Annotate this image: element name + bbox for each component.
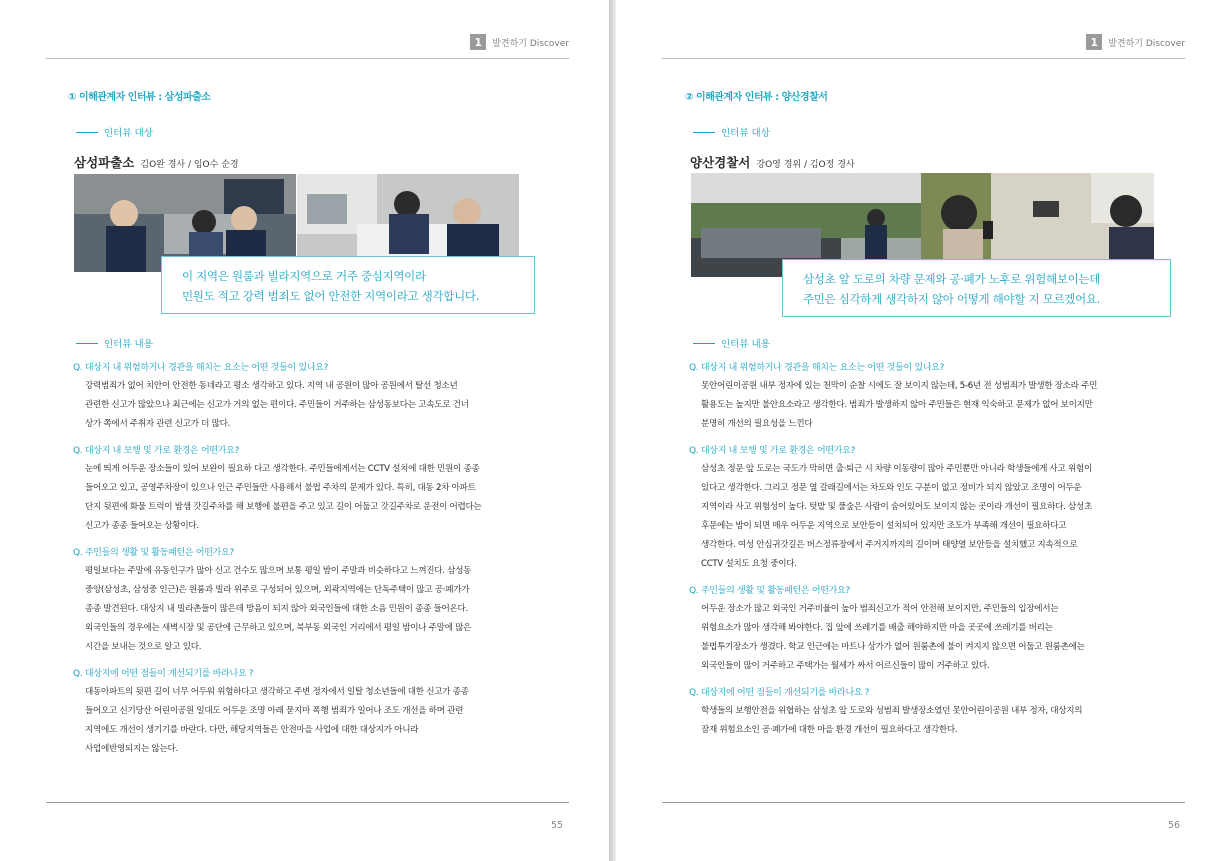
answer-line: 잠재 위험요소인 공·폐가에 대한 마을 환경 개선이 필요하다고 생각한다. [701,725,958,735]
target-subheading [76,125,153,139]
question: Q. 대상지에 어떤 점들이 개선되기를 바라나요 ? [73,669,254,679]
page-left [0,0,609,861]
answer [85,460,568,536]
footer-divider [46,802,569,803]
answer-line: 생각한다. 여성 안심귀갓길은 버스정류장에서 주거지까지의 길이며 태양열 보안등을 설치했고 지속적으로 [701,540,1078,550]
chapter-number: 1 [1086,34,1102,50]
qa-item [73,360,568,434]
answer [85,683,568,759]
answer-line: 외국인들이 많이 거주하고 주택가는 월세가 싸서 어르신들이 많이 거주하고 있다. [701,661,990,671]
content-label: 인터뷰 내용 [721,339,770,350]
target-label: 인터뷰 대상 [104,128,153,139]
question: Q. 대상지 내 보행 및 가로 환경은 어떤가요? [689,446,856,456]
org-name: 양산경찰서 [690,155,751,170]
target-label: 인터뷰 대상 [721,128,770,139]
chapter-number: 1 [470,34,486,50]
question: Q. 대상지에 어떤 점들이 개선되기를 바라나요 ? [689,688,870,698]
org-name: 삼성파출소 [74,155,135,170]
answer-line: 지역에도 개선이 생기기를 바란다. 다만, 해당지역들은 안전마을 사업에 대한 대상지가 아니라 [85,725,419,735]
answer-line: 외국인들의 경우에는 새벽시장 및 공단에 근무하고 있으며, 북부동 외국인 거리에서 평일 밤이나 주말에 많은 [85,623,472,633]
answer-line: 평일보다는 주말에 유동인구가 많아 신고 건수도 많으며 보통 평일 밤이 주말과 비슷하다고 느껴진다. 삼성동 [85,566,472,576]
dash-icon [76,343,98,344]
question: Q. 대상지 내 위험하거나 경관을 해치는 요소는 어떤 것들이 있나요? [73,363,329,373]
page-number: 55 [551,820,564,831]
header-divider [46,58,569,59]
qa-item [689,443,1189,574]
question: Q. 주민들의 생활 및 활동패턴은 어떤가요? [689,586,850,596]
answer-line: 관련한 신고가 많았으나 최근에는 신고가 거의 없는 편이다. 주민들이 거주하는 삼성동보다는 고속도로 건너 [85,400,469,410]
qa-item [689,360,1189,434]
question: Q. 대상지 내 위험하거나 경관을 해치는 요소는 어떤 것들이 있나요? [689,363,945,373]
answer-line: 지역이라 사고 위험성이 높다. 텃밭 및 풀숲은 사람이 숨어있어도 보이지 않는 곳이라 개선이 필요하다. 삼성초 [701,502,1092,512]
chapter-label: 발견하기 Discover [492,38,569,49]
page-number: 56 [1168,820,1181,831]
quote-line-1: 이 지역은 원룸과 빌라지역으로 거주 중심지역이라 [182,269,426,283]
interview-quote [782,259,1171,317]
answer-line: 중앙(삼성초, 삼성중 인근)은 원룸과 빌라 위주로 구성되어 있으며, 외곽지역에는 단독주택이 많고 공·폐가가 [85,585,470,595]
qa-item [689,583,1189,676]
answer-line: 들어오고 있고, 공영주차장이 있으나 인근 주민들만 사용해서 불법 주차의 문제가 있다. 특히, 대동 2차 아파트 [85,483,476,493]
qa-list [689,360,1189,749]
answer-line: 있다고 생각한다. 그리고 정문 옆 갈래길에서는 차도와 인도 구분이 없고 정비가 되지 않았고 조명이 어두운 [701,483,1082,493]
dash-icon [76,132,98,133]
dash-icon [693,343,715,344]
answer-line: 분명히 개선의 필요성을 느낀다 [701,419,813,429]
quote-line-2: 주민은 심각하게 생각하지 않아 어떻게 해야할 지 모르겠어요. [803,292,1101,306]
answer-line: 후문에는 밤이 되면 매우 어두운 지역으로 보안등이 설치되어 있지만 조도가 부족해 개선이 필요하다고 [701,521,1067,531]
answer-line: 불법투기장소가 생겼다. 학교 인근에는 마트나 상가가 없어 원룸촌에 불이 켜지지 않으면 어둡고 원룸촌에는 [701,642,1085,652]
qa-item [73,545,568,657]
org-heading [690,153,855,171]
quote-line-1: 삼성초 앞 도로의 차량 문제와 공·폐가 노후로 위험해보이는데 [803,272,1101,286]
page-right [616,0,1225,861]
answer-line: 대동아파트의 뒷편 길이 너무 어두워 위험하다고 생각하고 주변 정자에서 일탈 청소년들에 대한 신고가 종종 [85,687,469,697]
answer [85,562,568,657]
interview-quote [161,256,535,314]
org-people: 김O완 경사 / 임O수 순경 [140,160,239,170]
answer-line: 눈에 띄게 어두운 장소들이 있어 보완이 필요하 다고 생각한다. 주민들에게서는 CCTV 설치에 대한 민원이 종종 [85,464,480,474]
answer-line: 사업에반영되지는 않는다. [85,744,178,754]
qa-list [73,360,568,768]
book-gutter [609,0,616,861]
content-subheading [693,336,770,350]
org-people: 강O영 경위 / 김O정 경사 [756,160,855,170]
answer-line: 위험요소가 많아 생각해 봐야한다. 집 앞에 쓰레기를 배출 해야하지만 마을 곳곳에 쓰레기를 버리는 [701,623,1053,633]
answer-line: 상가 쪽에서 주취자 관련 신고가 더 많다. [85,419,231,429]
footer-divider [662,802,1185,803]
question: Q. 대상지 내 보행 및 가로 환경은 어떤가요? [73,446,240,456]
chapter-header [1086,34,1185,50]
answer-line: 들어오고 신기당산 어린이공원 일대도 어두운 조명 아래 묻지마 폭행 범죄가 일어나 조도 개선을 하며 관련 [85,706,464,716]
qa-item [73,443,568,536]
org-heading [74,153,239,171]
answer-line: 시간을 보내는 것으로 알고 있다. [85,642,202,652]
answer-line: 삼성초 정문 앞 도로는 국도가 막히면 출·퇴근 시 차량 이동량이 많아 주민뿐만 아니라 학생들에게 사고 위험이 [701,464,1092,474]
answer-line: CCTV 설치도 요청 중이다. [701,559,797,569]
answer-line: 강력범죄가 없어 치안이 안전한 동네라고 평소 생각하고 있다. 지역 내 공원이 많아 공원에서 탈선 청소년 [85,381,458,391]
qa-item [689,685,1189,740]
target-subheading [693,125,770,139]
chapter-header [470,34,569,50]
answer-line: 못안어린이공원 내부 정자에 있는 천막이 순찰 시에도 잘 보이지 않는데, 5-6년 전 성범죄가 발생한 장소라 주민 [701,381,1098,391]
answer [701,460,1189,574]
answer [85,377,568,434]
qa-item [73,666,568,759]
header-divider [662,58,1185,59]
answer [701,377,1189,434]
content-label: 인터뷰 내용 [104,339,153,350]
answer-line: 활용도는 높지만 불안요소라고 생각한다. 범죄가 발생하지 않아 주민들은 현재 익숙하고 문제가 없어 보이지만 [701,400,1093,410]
answer [701,600,1189,676]
dash-icon [693,132,715,133]
answer-line: 어두운 장소가 많고 외국인 거주비율이 높아 범죄신고가 적어 안전해 보이지만, 주민들의 입장에서는 [701,604,1059,614]
answer-line: 단지 뒷편에 화물 트럭이 밤샘 갓길주차를 해 보행에 불편을 주고 있고 길이 어둡고 갓길주차로 운전이 어렵다는 [85,502,482,512]
section-title: ① 이해관계자 인터뷰 : 삼성파출소 [68,92,211,103]
content-subheading [76,336,153,350]
answer [701,702,1189,740]
answer-line: 신고가 종종 들어오는 상황이다. [85,521,199,531]
answer-line: 학생들의 보행안전을 위협하는 삼성초 앞 도로와 성범죄 발생장소였던 못안어린이공원 내부 정자, 대상지의 [701,706,1083,716]
quote-line-2: 민원도 적고 강력 범죄도 없어 안전한 지역이라고 생각합니다. [182,289,480,303]
answer-line: 종종 발견된다. 대상지 내 빌라촌들이 많은데 방음이 되지 않아 외국인들에 대한 소음 민원이 종종 들어온다. [85,604,468,614]
section-title: ② 이해관계자 인터뷰 : 양산경찰서 [685,92,828,103]
question: Q. 주민들의 생활 및 활동패턴은 어떤가요? [73,548,234,558]
chapter-label: 발견하기 Discover [1108,38,1185,49]
